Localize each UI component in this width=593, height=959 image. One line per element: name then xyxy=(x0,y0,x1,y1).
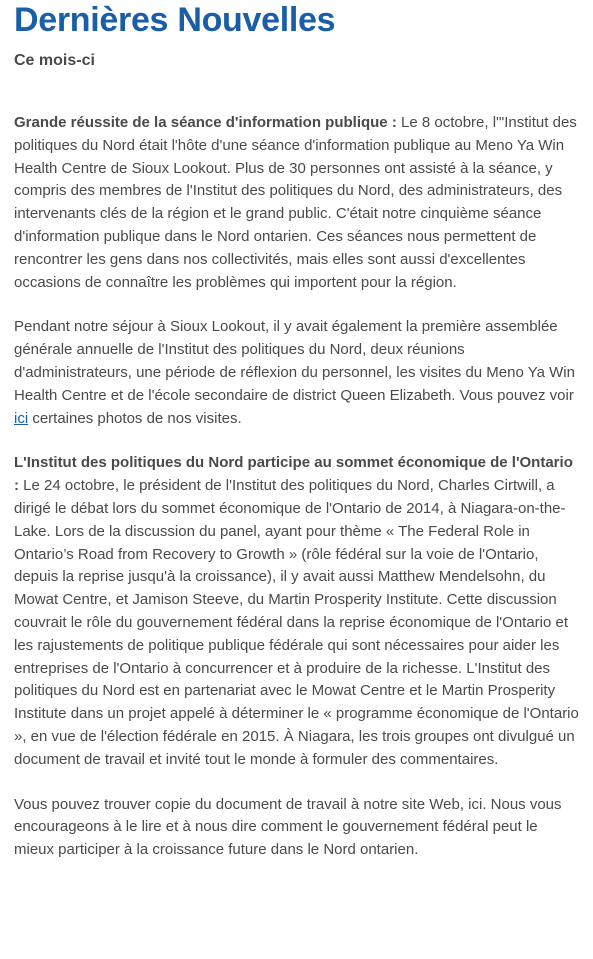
article-sioux-lookout xyxy=(14,316,581,430)
article-info-session xyxy=(14,112,581,294)
article-working-paper xyxy=(14,794,581,862)
article-lead: Grande réussite de la séance d'information publique : xyxy=(14,114,397,131)
page-subtitle: Ce mois-ci xyxy=(14,52,95,69)
article-lead: L'Institut des politiques du Nord participe au sommet économique de l'Ontario : xyxy=(14,454,573,495)
article-economic-summit xyxy=(14,452,581,771)
article-body: Le 8 octobre, l'"Institut des politiques du Nord était l'hôte d'une séance d'information publique au Meno Ya Win Health Centre de Sioux Lookout. Plus de 30 personnes ont assisté à la séance, y compris des membres de l'Institut des politiques du Nord, des administrateurs, des intervenants clés de la région et le grand public. C'était notre cinquième séance d'information publique dans le Nord ontarien. Ces séances nous permettent de rencontrer les gens dans nos collectivités, mais elles sont aussi d'excellentes occasions de connaître les problèmes qui importent pour la région. xyxy=(14,114,577,291)
article-body: certaines photos de nos visites. xyxy=(28,409,242,427)
photos-link[interactable]: ici xyxy=(14,409,29,427)
article-body: Vous pouvez trouver copie du document de travail à notre site Web, ici. Nous vous encourageons à le lire et à nous dire comment le gouvernement fédéral peut le mieux participer à la croissance future dans le Nord ontarien. xyxy=(14,795,562,859)
article-body: Le 24 octobre, le président de l'Institut des politiques du Nord, Charles Cirtwill, a dirigé le débat lors du sommet économique de l'Ontario de 2014, à Niagara-on-the-Lake. Lors de la discussion du panel, ayant pour thème « The Federal Role in Ontario’s Road from Recovery to Growth » (rôle fédéral sur la voie de l'Ontario, depuis la reprise jusqu'à la croissance), il y avait aussi Matthew Mendelsohn, du Mowat Centre, et Jamison Steeve, du Martin Prosperity Institute. Cette discussion couvrait le rôle du gouvernement fédéral dans la reprise économique de l'Ontario et les rajustements de politique publique fédérale qui sont nécessaires pour aider les entreprises de l'Ontario à concurrencer et à produire de la richesse. L'Institut des politiques du Nord est en partenariat avec le Mowat Centre et le Martin Prosperity Institute dans un projet appelé à déterminer le « programme économique de l'Ontario », en vue de l'élection fédérale en 2015. À Niagara, les trois groupes ont divulgué un document de travail et invité tout le monde à formuler des commentaires. xyxy=(14,477,579,768)
article-body: Pendant notre séjour à Sioux Lookout, il y avait également la première assemblée générale annuelle de l'Institut des politiques du Nord, deux réunions d'administrateurs, une période de réflexion du personnel, les visites du Meno Ya Win Health Centre et de l'école secondaire de district Queen Elizabeth. Vous pouvez voir xyxy=(14,318,575,404)
page-title: Dernières Nouvelles xyxy=(14,1,336,39)
